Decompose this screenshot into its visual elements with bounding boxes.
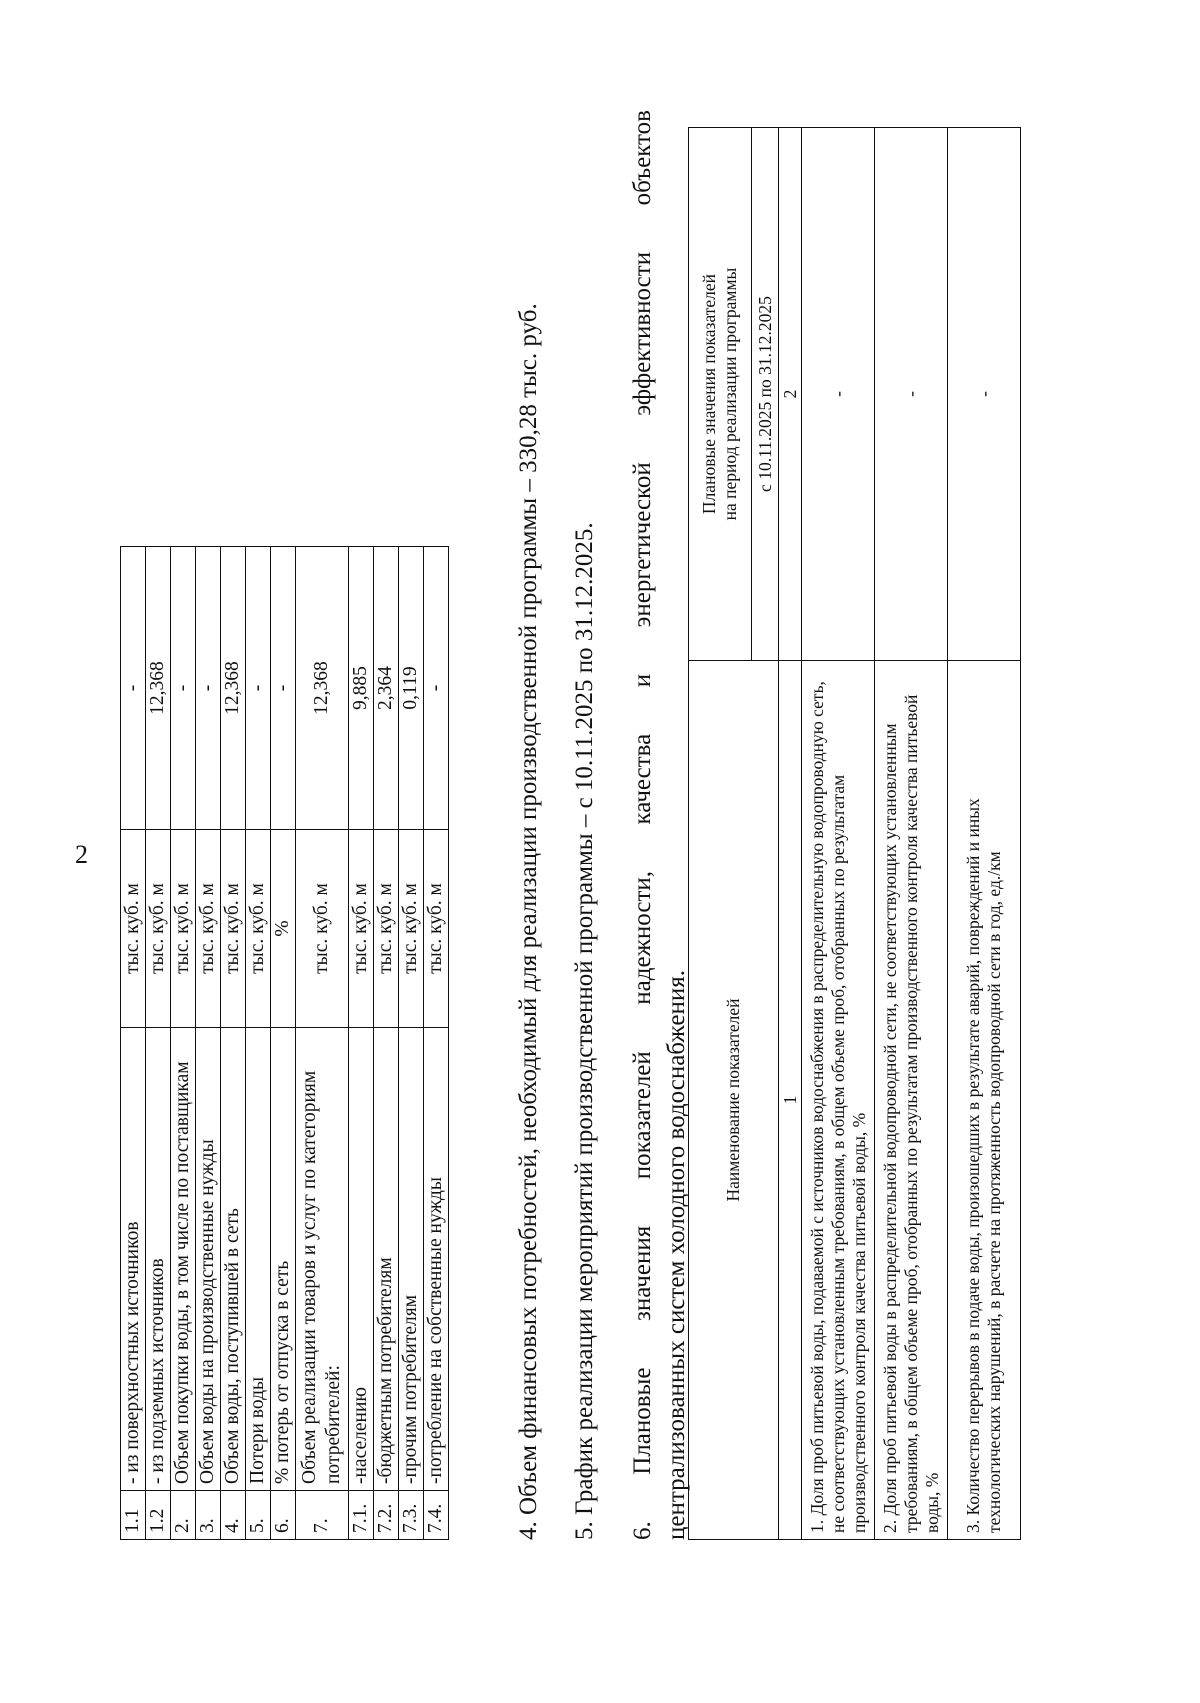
row-unit: % [271, 830, 296, 1028]
row-value: - [196, 547, 221, 830]
table-header-row [689, 128, 752, 1540]
column-index-2: 2 [779, 128, 802, 661]
row-value: 2,364 [374, 547, 399, 830]
table-row [221, 547, 246, 1540]
section-6-line-2: централизованных систем холодного водоснабжения. [663, 970, 690, 1540]
row-number: 7.3. [399, 1491, 424, 1540]
row-name: Объем реализации товаров и услуг по категориям потребителей: [296, 1028, 349, 1491]
row-number: 4. [221, 1491, 246, 1540]
row-unit: тыс. куб. м [171, 830, 196, 1028]
section-6-heading [626, 110, 694, 1540]
row-unit: тыс. куб. м [296, 830, 349, 1028]
row-number: 1.1 [121, 1491, 146, 1540]
row-number: 7.2. [374, 1491, 399, 1540]
row-name: Объем воды, поступившей в сеть [221, 1028, 246, 1491]
row-name: - из подземных источников [146, 1028, 171, 1491]
row-value: - [121, 547, 146, 830]
table-index-row [779, 128, 802, 1540]
row-unit: тыс. куб. м [121, 830, 146, 1028]
row-unit: тыс. куб. м [424, 830, 449, 1028]
row-name: -потребление на собственные нужды [424, 1028, 449, 1491]
indicator-name: 2. Доля проб питьевой воды в распределительной водопроводной сети, не соответствующих установленным требованиям, в общем объеме проб, отобранных по результатам производственного контроля качества питьевой воды, % [875, 661, 948, 1540]
row-unit: тыс. куб. м [196, 830, 221, 1028]
section-6-word: качества [629, 733, 656, 825]
indicator-value: - [802, 128, 875, 661]
indicator-name: 1. Доля проб питьевой воды, подаваемой с источников водоснабжения в распределительную водопроводную сеть, не соответствующих установленным требованиям, в общем объеме проб, отобранных по результатам производственного контроля качества питьевой воды, % [802, 661, 875, 1540]
section-6-word: эффективности [629, 251, 656, 416]
row-unit: тыс. куб. м [221, 830, 246, 1028]
row-value: 12,368 [146, 547, 171, 830]
column-index-1: 1 [779, 661, 802, 1540]
row-number: 5. [246, 1491, 271, 1540]
section-6-line-1 [626, 110, 660, 1540]
row-number: 3. [196, 1491, 221, 1540]
row-number: 6. [271, 1491, 296, 1540]
row-name: -прочим потребителям [399, 1028, 424, 1491]
section-6-word: объектов [629, 110, 656, 206]
row-unit: тыс. куб. м [399, 830, 424, 1028]
table-row [146, 547, 171, 1540]
row-value: - [424, 547, 449, 830]
table-row [246, 547, 271, 1540]
row-name: -бюджетным потребителям [374, 1028, 399, 1491]
table-row [875, 128, 948, 1540]
row-name: Объем покупки воды, в том числе по поставщикам [171, 1028, 196, 1491]
section-6-word: Плановые [629, 1367, 656, 1475]
table-row [296, 547, 349, 1540]
table-row [271, 547, 296, 1540]
water-balance-table [120, 546, 449, 1540]
table-row [802, 128, 875, 1540]
row-unit: тыс. куб. м [374, 830, 399, 1028]
row-number: 2. [171, 1491, 196, 1540]
row-name: Потери воды [246, 1028, 271, 1491]
section-4-financial-needs: 4. Объем финансовых потребностей, необходимый для реализации производственной программы – 330,28 тыс. руб. [515, 303, 542, 1540]
indicator-name: 3. Количество перерывов в подаче воды, произошедших в результате аварий, повреждений и иных технологических нарушений, в расчете на протяженность водопроводной сети в год, ед./км [948, 661, 1021, 1540]
section-6-word: 6. [629, 1521, 656, 1540]
section-6-word: значения [629, 1225, 656, 1322]
row-number: 7. [296, 1491, 349, 1540]
header-plan-line-1: Плановые значения показателей [699, 273, 719, 515]
table-row [121, 547, 146, 1540]
header-plan-line-2: на период реализации программы [720, 267, 740, 521]
indicator-value: - [875, 128, 948, 661]
table-row [349, 547, 374, 1540]
row-name: - из поверхностных источников [121, 1028, 146, 1491]
header-period: с 10.11.2025 по 31.12.2025 [752, 128, 779, 661]
page-number: 2 [75, 840, 88, 869]
row-name: Объем воды на производственные нужды [196, 1028, 221, 1491]
indicator-value: - [948, 128, 1021, 661]
table-row [196, 547, 221, 1540]
row-value: - [246, 547, 271, 830]
row-name: % потерь от отпуска в сеть [271, 1028, 296, 1491]
row-value: 9,885 [349, 547, 374, 830]
table-row [399, 547, 424, 1540]
row-value: - [171, 547, 196, 830]
header-plan-values [689, 128, 752, 661]
row-number: 7.1. [349, 1491, 374, 1540]
section-5-schedule: 5. График реализации мероприятий производственной программы – с 10.11.2025 по 31.12.2025. [571, 522, 598, 1540]
section-6-word: энергетической [629, 462, 656, 628]
section-6-word: надежности, [629, 871, 656, 1005]
table-row [424, 547, 449, 1540]
section-6-word: и [629, 673, 656, 688]
row-unit: тыс. куб. м [349, 830, 374, 1028]
row-unit: тыс. куб. м [146, 830, 171, 1028]
indicators-table [688, 127, 1021, 1540]
row-value: 0,119 [399, 547, 424, 830]
row-unit: тыс. куб. м [246, 830, 271, 1028]
table-row [374, 547, 399, 1540]
row-number: 7.4. [424, 1491, 449, 1540]
row-value: 12,368 [221, 547, 246, 830]
row-number: 1.2 [146, 1491, 171, 1540]
table-row [948, 128, 1021, 1540]
table-row [171, 547, 196, 1540]
section-6-word: показателей [629, 1051, 656, 1180]
row-value: - [271, 547, 296, 830]
header-indicator-name: Наименование показателей [689, 661, 779, 1540]
row-name: -населению [349, 1028, 374, 1491]
row-value: 12,368 [296, 547, 349, 830]
rotated-content [0, 70, 1200, 1640]
